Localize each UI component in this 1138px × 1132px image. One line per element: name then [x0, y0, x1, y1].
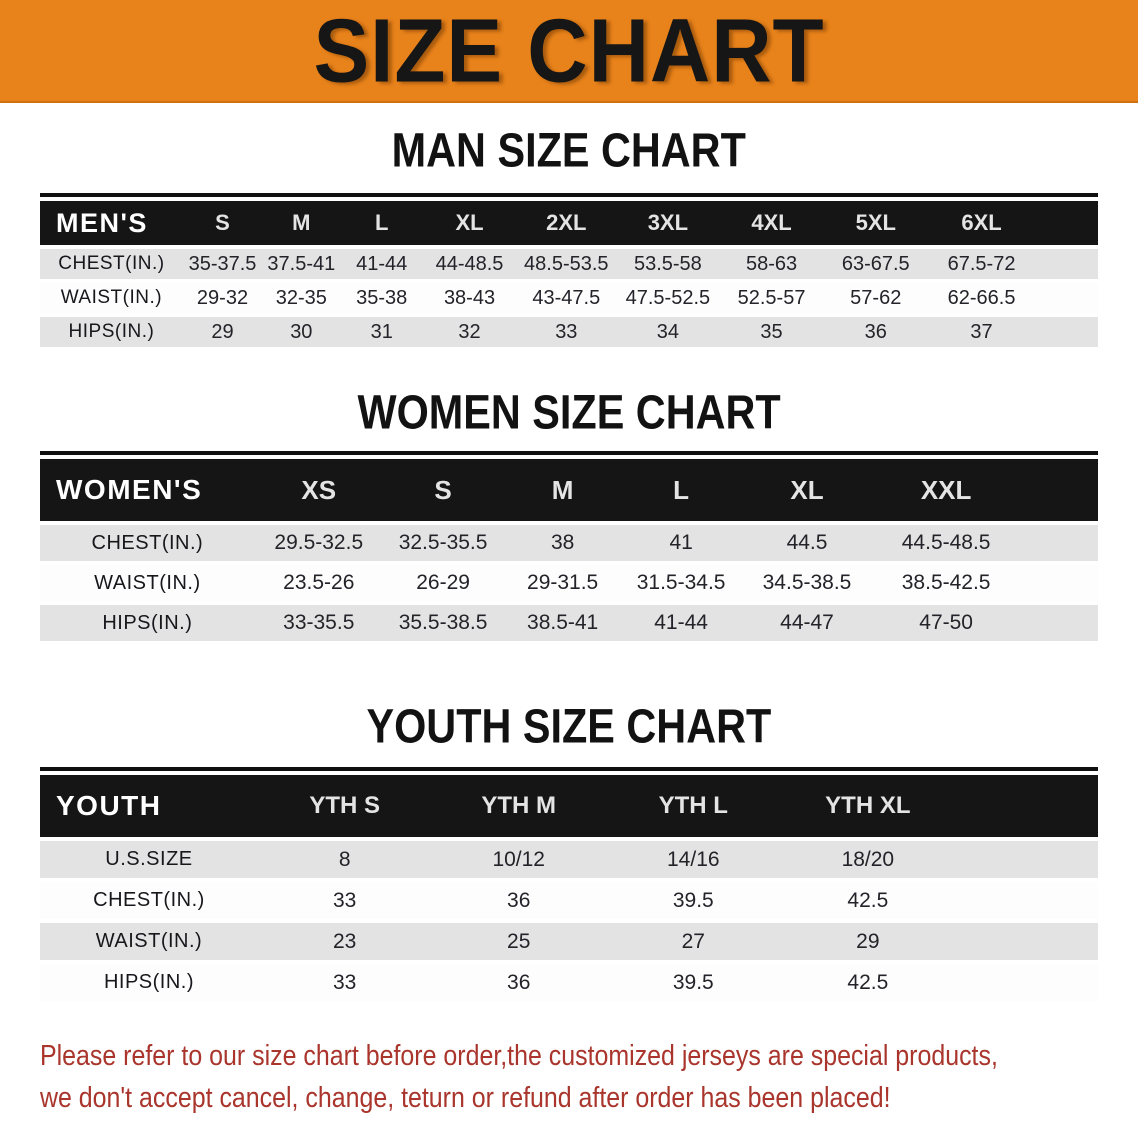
size-value-cell: 57-62	[824, 283, 928, 313]
size-value-cell: 41-44	[622, 605, 740, 641]
size-value-cell: 31	[340, 317, 423, 347]
size-value-cell: 39.5	[606, 882, 781, 919]
size-value-cell: 38.5-42.5	[874, 565, 1019, 601]
size-value-cell: 30	[262, 317, 340, 347]
man-size-chart-title	[0, 122, 1138, 178]
women-size-chart-title-text: WOMEN SIZE CHART	[357, 384, 781, 440]
youth-size-table	[40, 767, 1098, 1005]
size-value-cell: 23.5-26	[255, 565, 383, 601]
size-value-cell: 23	[258, 923, 432, 960]
women-waist-row	[40, 565, 1098, 601]
size-value-cell: 58-63	[719, 249, 824, 279]
size-value-cell: 29	[183, 317, 262, 347]
size-value-cell: 29-32	[183, 283, 262, 313]
size-chart-banner-title: SIZE CHART	[313, 0, 825, 101]
size-value-cell: 47.5-52.5	[617, 283, 720, 313]
size-value-cell: 29.5-32.5	[255, 525, 383, 561]
size-value-cell: 38	[503, 525, 621, 561]
youth-header-row	[40, 775, 1098, 837]
size-value-cell: 33	[258, 882, 432, 919]
size-value-cell: 47-50	[874, 605, 1019, 641]
size-value-cell: 31.5-34.5	[622, 565, 740, 601]
size-value-cell: 26-29	[383, 565, 504, 601]
size-value-cell: 32	[423, 317, 516, 347]
size-value-cell: 37.5-41	[262, 249, 340, 279]
size-value-cell: 37	[928, 317, 1036, 347]
men-header-row	[40, 201, 1098, 245]
size-value-cell: 32-35	[262, 283, 340, 313]
size-value-cell: 43-47.5	[516, 283, 617, 313]
youth-hips-row	[40, 964, 1098, 1001]
row-label: HIPS(IN.)	[40, 317, 183, 347]
size-value-cell: 44.5	[740, 525, 873, 561]
youth-waist-row	[40, 923, 1098, 960]
filler-cell	[1036, 249, 1099, 279]
men-column-header: 3XL	[617, 201, 720, 245]
women-header-row	[40, 459, 1098, 521]
men-header-filler	[1036, 201, 1099, 245]
filler-cell	[955, 882, 1098, 919]
size-value-cell: 36	[431, 882, 606, 919]
size-value-cell: 38-43	[423, 283, 516, 313]
size-chart-banner	[0, 0, 1138, 103]
men-column-header: 6XL	[928, 201, 1036, 245]
size-value-cell: 32.5-35.5	[383, 525, 504, 561]
size-value-cell: 67.5-72	[928, 249, 1036, 279]
youth-column-header: YTH S	[258, 775, 432, 837]
men-size-table	[40, 193, 1098, 351]
row-label: WAIST(IN.)	[40, 283, 183, 313]
size-value-cell: 29-31.5	[503, 565, 621, 601]
youth-header-filler	[955, 775, 1098, 837]
men-column-header: 5XL	[824, 201, 928, 245]
size-value-cell: 63-67.5	[824, 249, 928, 279]
filler-cell	[955, 964, 1098, 1001]
size-value-cell: 34	[617, 317, 720, 347]
size-value-cell: 8	[258, 841, 432, 878]
row-label: WAIST(IN.)	[40, 565, 255, 601]
men-header-label: MEN'S	[40, 201, 183, 245]
youth-header-label: YOUTH	[40, 775, 258, 837]
size-value-cell: 35.5-38.5	[383, 605, 504, 641]
filler-cell	[1036, 283, 1099, 313]
filler-cell	[1019, 605, 1098, 641]
youth-size-chart-title-text: YOUTH SIZE CHART	[366, 698, 772, 754]
women-size-table	[40, 451, 1098, 645]
filler-cell	[1036, 317, 1099, 347]
men-column-header: 4XL	[719, 201, 824, 245]
women-column-header: M	[503, 459, 621, 521]
row-label: U.S.SIZE	[40, 841, 258, 878]
row-label: CHEST(IN.)	[40, 525, 255, 561]
disclaimer-line-1: Please refer to our size chart before order,the customized jerseys are special products,	[40, 1040, 998, 1072]
women-header-filler	[1019, 459, 1098, 521]
men-column-header: M	[262, 201, 340, 245]
women-chest-row	[40, 525, 1098, 561]
youth-chest-row	[40, 882, 1098, 919]
men-waist-row	[40, 283, 1098, 313]
women-column-header: L	[622, 459, 740, 521]
women-column-header: XL	[740, 459, 873, 521]
size-value-cell: 39.5	[606, 964, 781, 1001]
size-value-cell: 29	[781, 923, 956, 960]
men-column-header: XL	[423, 201, 516, 245]
size-value-cell: 41	[622, 525, 740, 561]
filler-cell	[955, 923, 1098, 960]
size-value-cell: 36	[824, 317, 928, 347]
youth-column-header: YTH XL	[781, 775, 956, 837]
men-column-header: S	[183, 201, 262, 245]
row-label: CHEST(IN.)	[40, 882, 258, 919]
size-value-cell: 34.5-38.5	[740, 565, 873, 601]
size-value-cell: 44-47	[740, 605, 873, 641]
size-value-cell: 27	[606, 923, 781, 960]
size-value-cell: 36	[431, 964, 606, 1001]
size-value-cell: 10/12	[431, 841, 606, 878]
row-label: WAIST(IN.)	[40, 923, 258, 960]
women-column-header: XS	[255, 459, 383, 521]
youth-column-header: YTH L	[606, 775, 781, 837]
size-value-cell: 33	[258, 964, 432, 1001]
row-label: HIPS(IN.)	[40, 964, 258, 1001]
size-value-cell: 35	[719, 317, 824, 347]
size-value-cell: 44-48.5	[423, 249, 516, 279]
size-value-cell: 33-35.5	[255, 605, 383, 641]
size-value-cell: 18/20	[781, 841, 956, 878]
youth-size-chart-title	[0, 698, 1138, 754]
filler-cell	[955, 841, 1098, 878]
women-column-header: XXL	[874, 459, 1019, 521]
size-value-cell: 33	[516, 317, 617, 347]
size-value-cell: 48.5-53.5	[516, 249, 617, 279]
size-value-cell: 53.5-58	[617, 249, 720, 279]
disclaimer-line-2: we don't accept cancel, change, teturn or refund after order has been placed!	[40, 1082, 891, 1114]
size-value-cell: 35-37.5	[183, 249, 262, 279]
size-value-cell: 52.5-57	[719, 283, 824, 313]
size-value-cell: 42.5	[781, 964, 956, 1001]
women-hips-row	[40, 605, 1098, 641]
youth-column-header: YTH M	[431, 775, 606, 837]
size-value-cell: 42.5	[781, 882, 956, 919]
women-column-header: S	[383, 459, 504, 521]
size-value-cell: 25	[431, 923, 606, 960]
women-size-chart-title	[0, 384, 1138, 440]
men-hips-row	[40, 317, 1098, 347]
size-value-cell: 35-38	[340, 283, 423, 313]
man-size-chart-title-text: MAN SIZE CHART	[391, 122, 747, 178]
size-value-cell: 62-66.5	[928, 283, 1036, 313]
row-label: CHEST(IN.)	[40, 249, 183, 279]
filler-cell	[1019, 565, 1098, 601]
size-value-cell: 38.5-41	[503, 605, 621, 641]
men-column-header: L	[340, 201, 423, 245]
footer-disclaimer	[40, 1035, 1138, 1119]
men-column-header: 2XL	[516, 201, 617, 245]
women-header-label: WOMEN'S	[40, 459, 255, 521]
size-value-cell: 44.5-48.5	[874, 525, 1019, 561]
youth-ussize-row	[40, 841, 1098, 878]
size-value-cell: 14/16	[606, 841, 781, 878]
row-label: HIPS(IN.)	[40, 605, 255, 641]
men-chest-row	[40, 249, 1098, 279]
filler-cell	[1019, 525, 1098, 561]
size-value-cell: 41-44	[340, 249, 423, 279]
